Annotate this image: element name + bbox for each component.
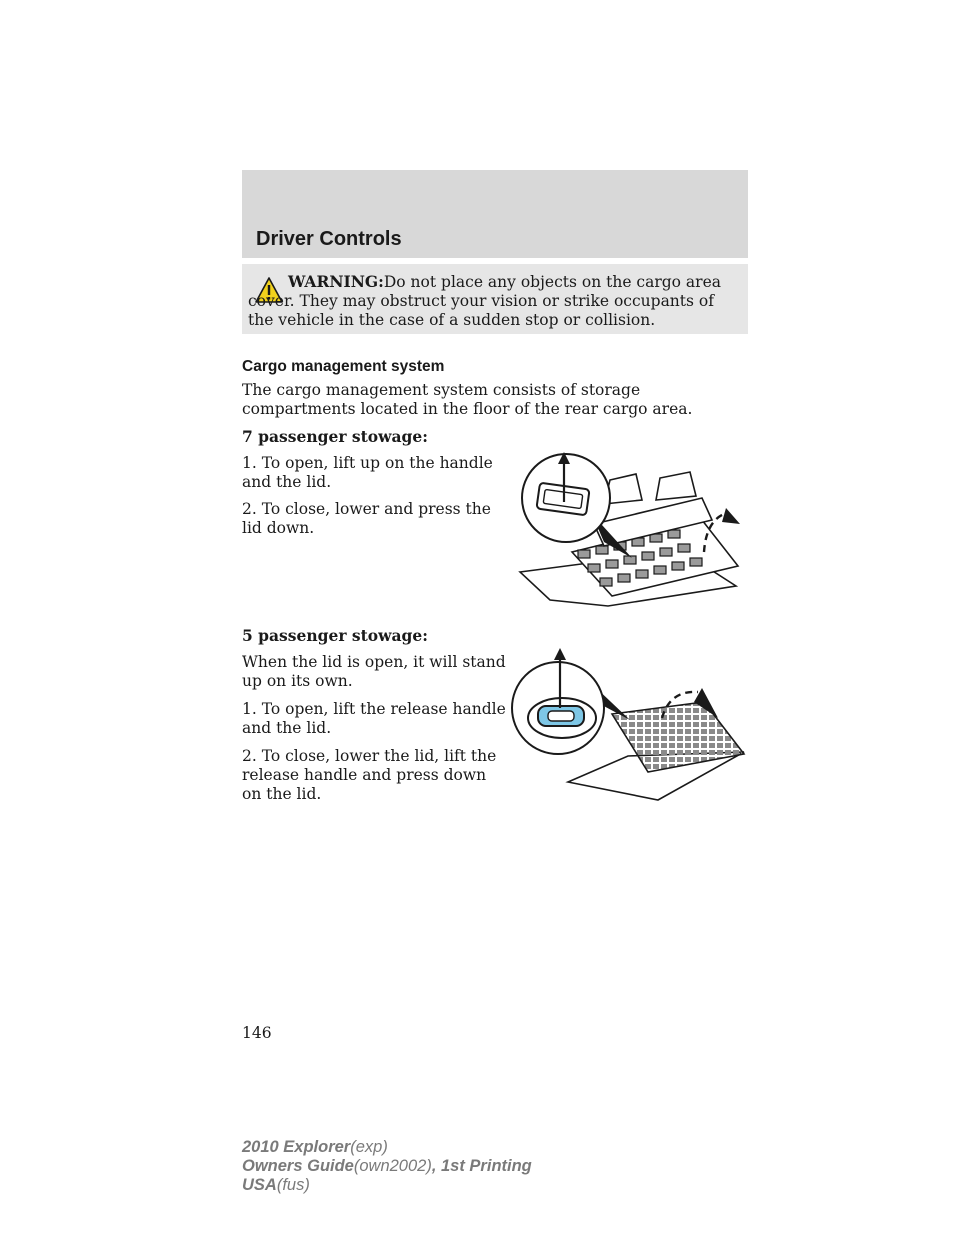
footer xyxy=(242,1138,532,1195)
footer-line-2 xyxy=(242,1157,532,1176)
footer-market: USA xyxy=(242,1176,277,1194)
warning-label: WARNING: xyxy=(288,272,384,291)
footer-model: 2010 Explorer xyxy=(242,1138,351,1156)
section-title: Driver Controls xyxy=(256,228,402,250)
footer-model-code: (exp) xyxy=(350,1138,388,1156)
seven-passenger-step-2: 2. To close, lower and press the lid down. xyxy=(242,500,491,537)
five-passenger-step-2: 2. To close, lower the lid, lift the release handle and press down on the lid. xyxy=(242,747,497,803)
footer-printing: , 1st Printing xyxy=(431,1157,532,1175)
five-passenger-note: When the lid is open, it will stand up on its own. xyxy=(242,653,506,690)
cargo-intro: The cargo management system consists of storage compartments located in the floor of the rear cargo area. xyxy=(242,381,693,418)
cargo-heading: Cargo management system xyxy=(242,358,445,375)
footer-line-3 xyxy=(242,1176,532,1195)
warning-text xyxy=(248,272,742,330)
seven-passenger-heading: 7 passenger stowage: xyxy=(242,427,428,446)
footer-market-code: (fus) xyxy=(276,1176,310,1194)
footer-guide-code: (own2002) xyxy=(353,1157,432,1175)
five-passenger-stowage-illustration xyxy=(508,644,748,804)
warning-text-first: Do not place any objects on the cargo area cover. xyxy=(248,273,721,310)
warning-box xyxy=(242,264,748,334)
warning-text-rest: They may obstruct your vision or strike occupants of the vehicle in the case of a sudden stop or collision. xyxy=(248,292,714,329)
seven-passenger-step-1: 1. To open, lift up on the handle and the lid. xyxy=(242,454,493,491)
seven-passenger-stowage-illustration xyxy=(508,450,744,610)
footer-guide: Owners Guide xyxy=(242,1157,354,1175)
footer-line-1 xyxy=(242,1138,532,1157)
page-number: 146 xyxy=(242,1024,272,1042)
five-passenger-heading: 5 passenger stowage: xyxy=(242,626,428,645)
five-passenger-step-1: 1. To open, lift the release handle and the lid. xyxy=(242,700,506,737)
